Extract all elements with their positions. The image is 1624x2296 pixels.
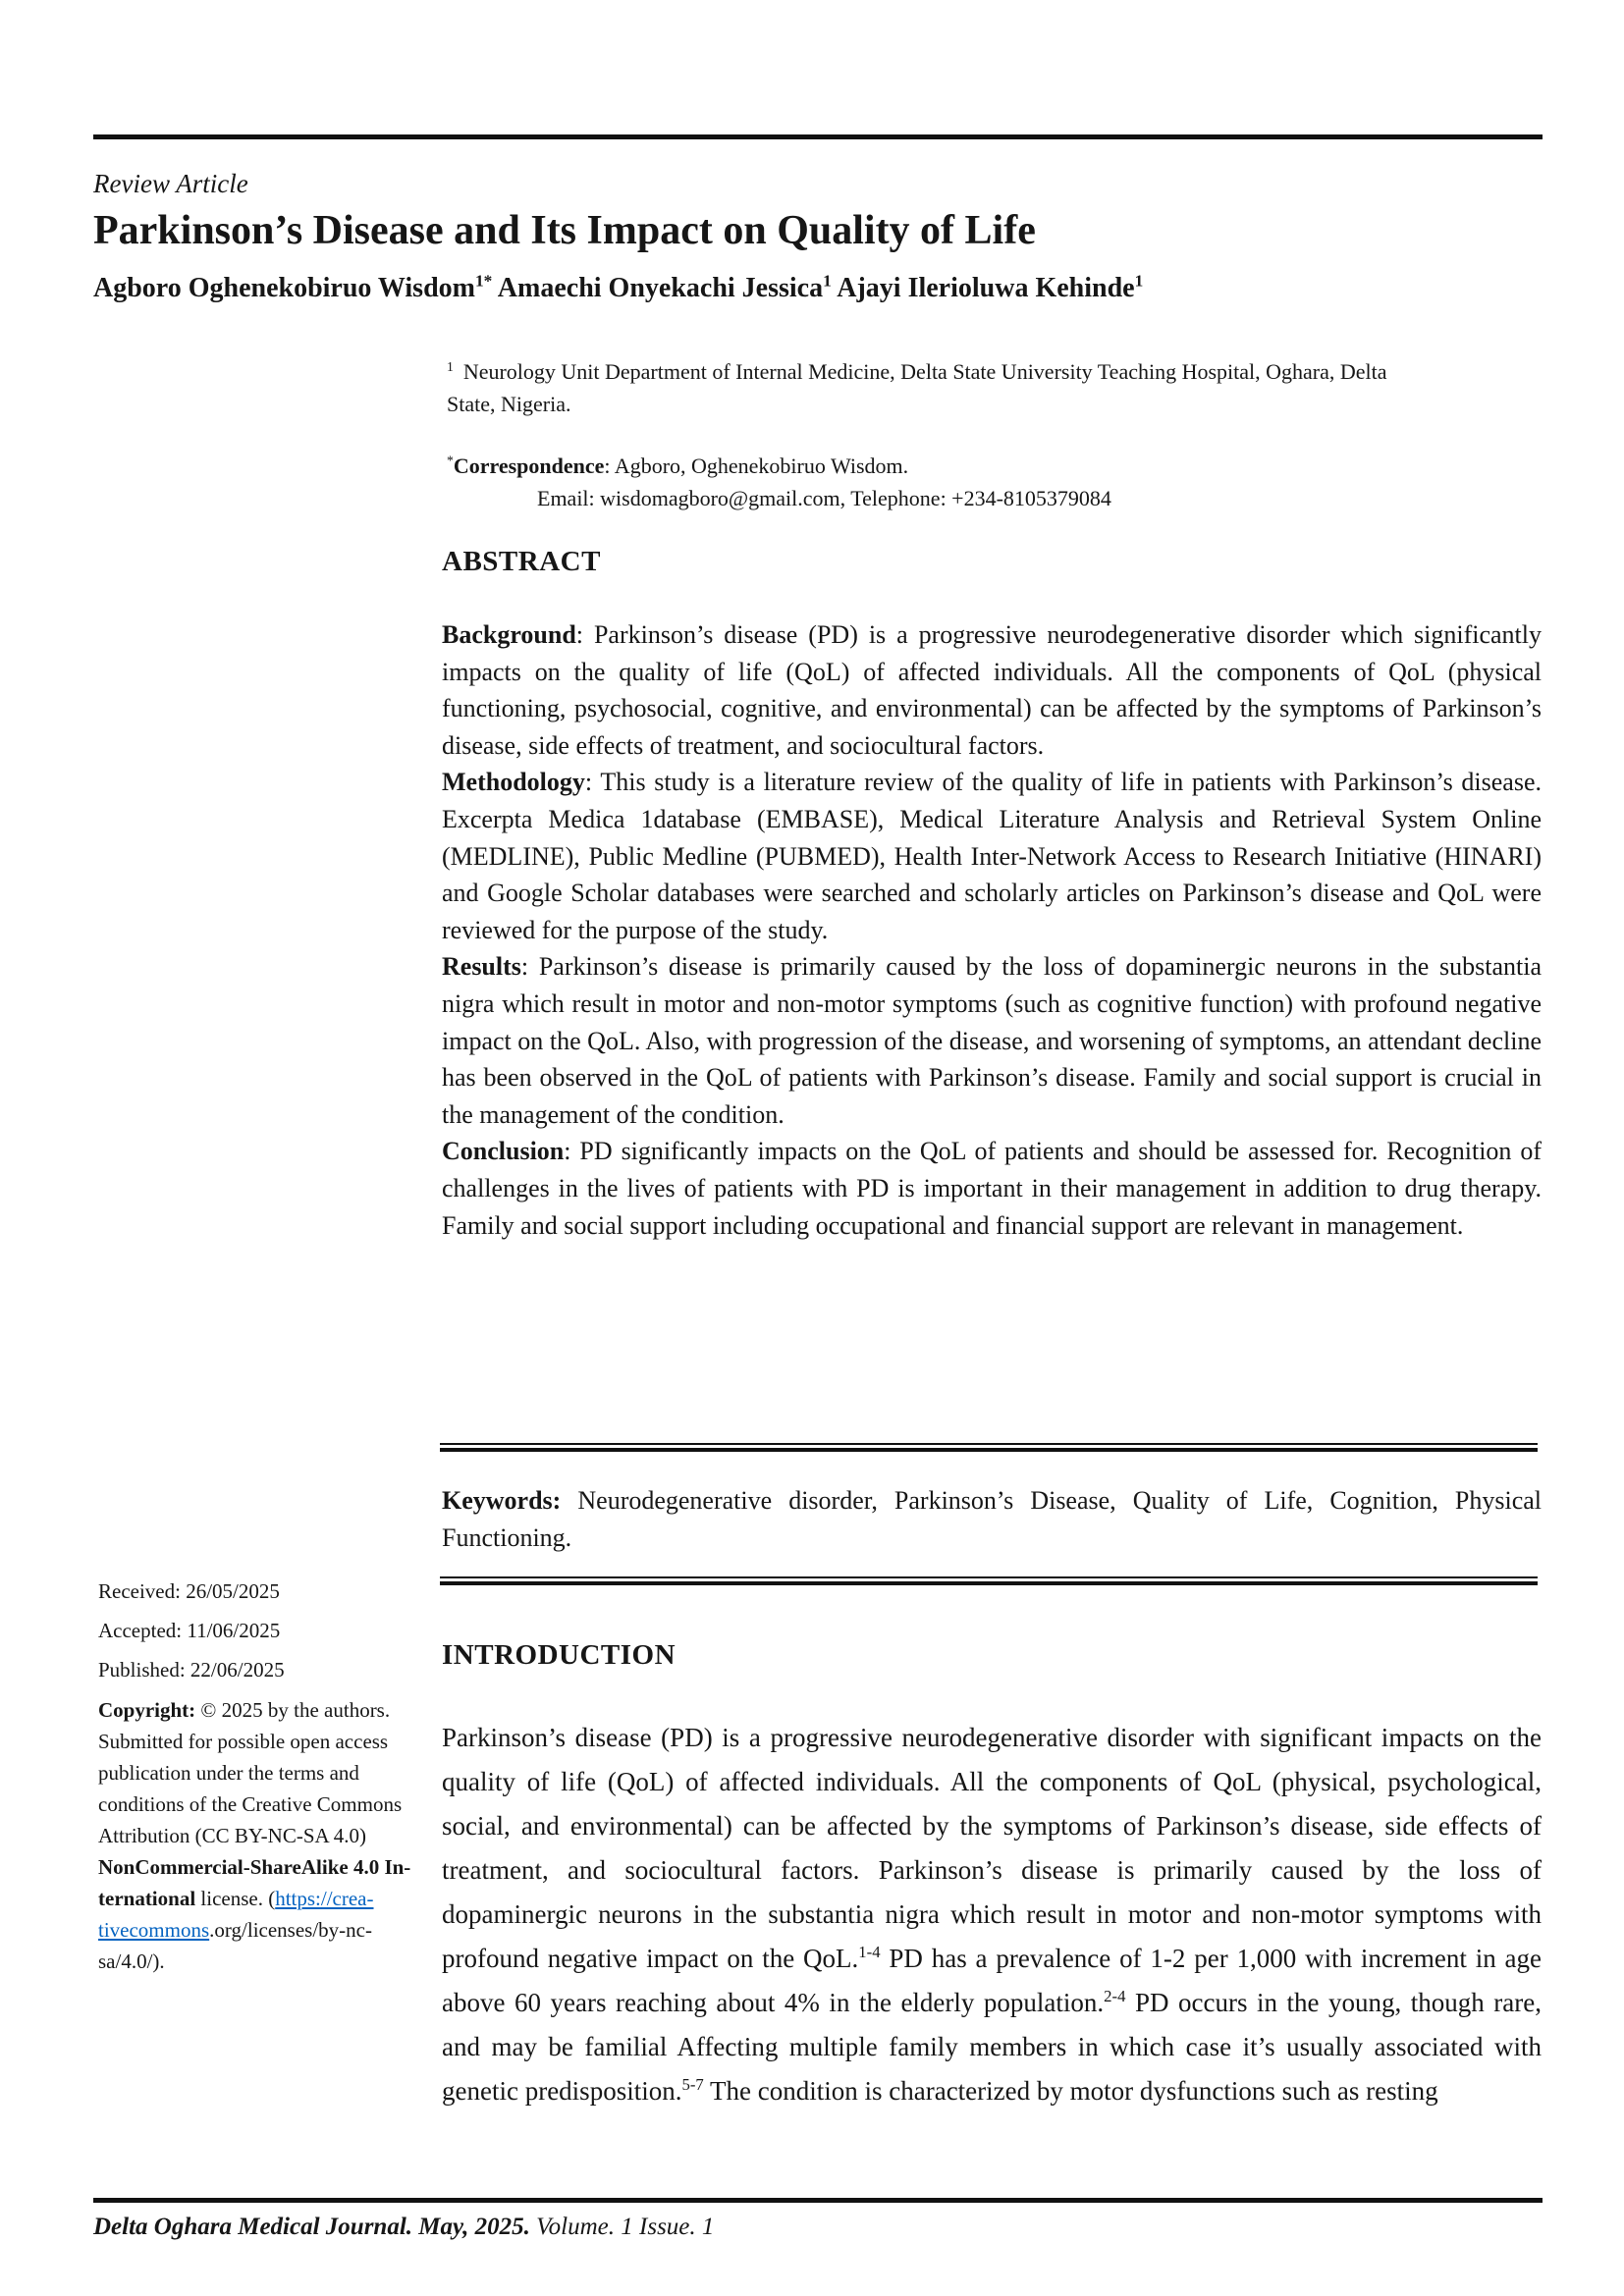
author-affiliation-marker: 1 [823, 271, 832, 291]
correspondence-marker: * [447, 453, 454, 468]
copyright-line: Attribution (CC BY-NC-SA 4.0) [98, 1824, 367, 1847]
header-rule [93, 134, 1543, 139]
copyright-line [98, 1914, 422, 1946]
keywords-block [442, 1482, 1542, 1557]
creative-commons-link[interactable]: tivecommons [98, 1918, 210, 1942]
copyright-line [98, 1694, 422, 1726]
affiliation-text: Neurology Unit Department of Internal Medicine, Delta State University Teaching Hospital, Oghara, Delta State, Nigeria. [447, 359, 1387, 416]
accepted-date: Accepted: 11/06/2025 [98, 1619, 281, 1642]
copyright-line [98, 1851, 422, 1883]
introduction-text: Parkinson’s disease (PD) is a progressive neurodegenerative disorder with significant impacts on the quality of life (QoL) of affected individuals. All the components of QoL (physical, psychological, social, and environmental) can be affected by the symptoms of Parkinson’s disease, side effects of treatment, and sociocultural factors. Parkinson’s disease is primarily caused by the loss of dopaminergic neurons in the substantia nigra which result in motor and non-motor symptoms with profound negative impact on the QoL. [442, 1723, 1542, 1973]
affiliation-marker: 1 [447, 358, 454, 374]
article-category: Review Article [93, 169, 248, 198]
affiliation-block [447, 355, 1434, 420]
abstract-background [442, 616, 1542, 764]
author-name: Amaechi Onyekachi Jessica [492, 273, 824, 303]
citation-reference: 2-4 [1104, 1987, 1126, 2005]
creative-commons-link[interactable]: https://crea- [275, 1887, 374, 1910]
author-name: Ajayi Ilerioluwa Kehinde [831, 273, 1135, 303]
article-title: Parkinson’s Disease and Its Impact on Quality of Life [93, 208, 1036, 253]
copyright-label: Copyright: [98, 1698, 196, 1722]
copyright-line: publication under the terms and [98, 1761, 359, 1785]
authors-line [93, 273, 1143, 304]
journal-name: Delta Oghara Medical Journal. May, 2025. [93, 2214, 530, 2240]
citation-reference: 1-4 [858, 1943, 881, 1961]
abstract-methodology-label: Methodology [442, 768, 585, 797]
correspondence-label: Correspondence [453, 454, 605, 478]
journal-footer [93, 2214, 714, 2241]
separator-rule-above-keywords [440, 1443, 1538, 1452]
keywords-text: Neurodegenerative disorder, Parkinson’s Disease, Quality of Life, Cognition, Physical Functioning. [442, 1486, 1542, 1552]
published-date: Published: 22/06/2025 [98, 1658, 285, 1682]
received-date: Received: 26/05/2025 [98, 1579, 280, 1603]
abstract-body [442, 616, 1542, 1244]
copyright-line: sa/4.0/). [98, 1949, 165, 1973]
copyright-text: license. ( [195, 1887, 276, 1910]
license-name-bold: ternational [98, 1887, 196, 1910]
copyright-line: conditions of the Creative Commons [98, 1792, 403, 1816]
copyright-text: © 2025 by the authors. [195, 1698, 391, 1722]
copyright-notice [98, 1694, 422, 1977]
abstract-results [442, 948, 1542, 1133]
keywords-label: Keywords: [442, 1486, 562, 1515]
abstract-results-label: Results [442, 952, 521, 982]
copyright-line [98, 1883, 422, 1914]
introduction-paragraph [442, 1716, 1542, 2113]
correspondence-line [447, 450, 1542, 482]
correspondence-email-line: Email: wisdomagboro@gmail.com, Telephone: +234-8105379084 [537, 486, 1111, 510]
license-name-bold: NonCommercial-ShareAlike 4.0 In- [98, 1855, 411, 1879]
article-dates [98, 1572, 285, 1689]
introduction-heading: INTRODUCTION [442, 1639, 677, 1671]
copyright-text: .org/licenses/by-nc- [209, 1918, 372, 1942]
correspondence-name: : Agboro, Oghenekobiruo Wisdom. [604, 454, 909, 478]
abstract-results-text: : Parkinson’s disease is primarily caused by the loss of dopaminergic neurons in the substantia nigra which result in motor and non-motor symptoms (such as cognitive function) with profound negative impact on the QoL. Also, with progression of the disease, and worsening of symptoms, an attendant decline has been observed in the QoL of patients with Parkinson’s disease. Family and social support is crucial in the management of the condition. [442, 952, 1542, 1129]
abstract-conclusion-label: Conclusion [442, 1137, 565, 1166]
author-name: Agboro Oghenekobiruo Wisdom [93, 273, 475, 303]
introduction-text: PD has a prevalence of 1-2 per 1,000 with increment in age above 60 years reaching about 4% in the elderly population. [442, 1944, 1542, 2017]
journal-issue: Volume. 1 Issue. 1 [529, 2214, 715, 2240]
abstract-conclusion [442, 1133, 1542, 1244]
separator-rule-below-keywords [440, 1576, 1538, 1585]
abstract-methodology [442, 764, 1542, 948]
citation-reference: 5-7 [681, 2075, 704, 2094]
introduction-text: PD occurs in the young, though rare, and may be familial Affecting multiple family members in which case it’s usually associated with genetic predisposition. [442, 1988, 1542, 2106]
author-affiliation-marker: 1 [1134, 271, 1144, 291]
footer-rule [93, 2198, 1543, 2203]
copyright-line: Submitted for possible open access [98, 1730, 389, 1753]
introduction-text: The condition is characterized by motor dysfunctions such as resting [703, 2076, 1438, 2106]
correspondence-block [447, 450, 1542, 514]
abstract-background-label: Background [442, 620, 576, 649]
author-affiliation-marker: 1* [474, 271, 493, 291]
abstract-background-text: : Parkinson’s disease (PD) is a progressive neurodegenerative disorder which significantly impacts on the quality of life (QoL) of affected individuals. All the components of QoL (physical functioning, psychosocial, cognitive, and environmental) can be affected by the symptoms of Parkinson’s disease, side effects of treatment, and sociocultural factors. [442, 620, 1542, 760]
abstract-methodology-text: : This study is a literature review of the quality of life in patients with Parkinson’s disease. Excerpta Medica 1database (EMBASE), Medical Literature Analysis and Retrieval System Online (MEDLINE), Public Medline (PUBMED), Health Inter-Network Access to Research Initiative (HINARI) and Google Scholar databases were searched and scholarly articles on Parkinson’s disease and QoL were reviewed for the purpose of the study. [442, 768, 1542, 944]
abstract-heading: ABSTRACT [442, 546, 601, 577]
abstract-conclusion-text: : PD significantly impacts on the QoL of patients and should be assessed for. Recognition of challenges in the lives of patients with PD is important in their management in addition to drug therapy. Family and social support including occupational and financial support are relevant in management. [442, 1137, 1542, 1240]
